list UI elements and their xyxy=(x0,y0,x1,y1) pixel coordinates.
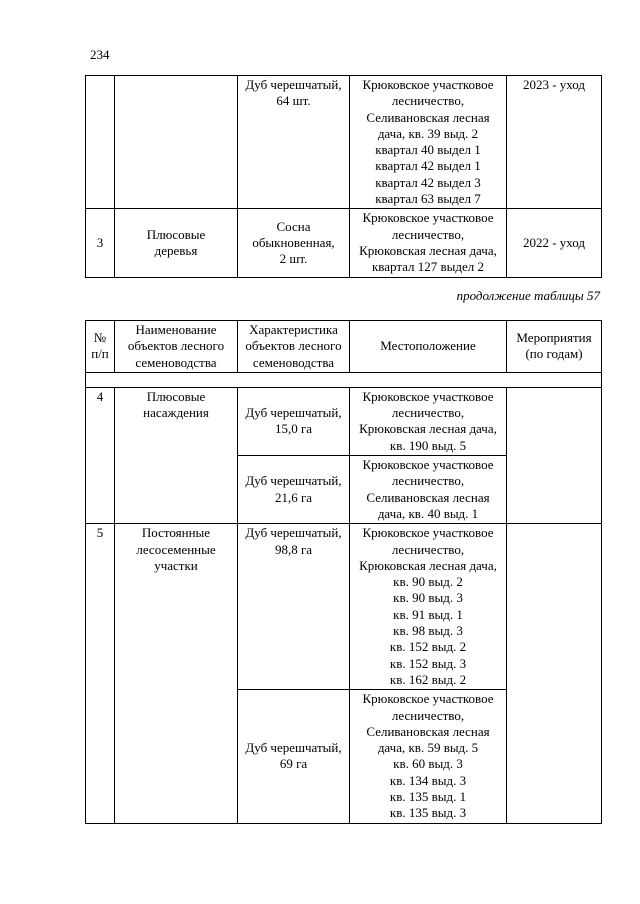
cell-measures xyxy=(507,524,602,823)
table-main xyxy=(85,320,602,824)
cell-measures: 2023 - уход xyxy=(507,76,602,209)
cell-name: Плюсовые деревья xyxy=(115,209,238,277)
cell-location: Крюковское участковое лесничество, Селивановская лесная дача, кв. 40 выд. 1 xyxy=(350,456,507,524)
cell-location: Крюковское участковое лесничество, Крюковская лесная дача, кв. 190 выд. 5 xyxy=(350,387,507,455)
cell-characteristic: Дуб черешчатый, 69 га xyxy=(238,690,350,823)
cell-name xyxy=(115,76,238,209)
table-row xyxy=(86,387,602,455)
header-name: Наименование объектов лесного семеноводства xyxy=(115,321,238,373)
header-location: Местоположение xyxy=(350,321,507,373)
cell-name: Плюсовые насаждения xyxy=(115,387,238,523)
continuation-label: продолжение таблицы 57 xyxy=(456,288,600,303)
cell-num: 3 xyxy=(86,209,115,277)
header-characteristic: Характеристика объектов лесного семеноводства xyxy=(238,321,350,373)
cell-characteristic: Дуб черешчатый, 15,0 га xyxy=(238,387,350,455)
table-spacer-row xyxy=(86,372,602,387)
cell-location: Крюковское участковое лесничество, Селивановская лесная дача, кв. 59 выд. 5 кв. 60 выд. 3 кв. 134 выд. 3 кв. 135 выд. 1 кв. 135 выд. 3 xyxy=(350,690,507,823)
cell-characteristic: Сосна обыкновенная, 2 шт. xyxy=(238,209,350,277)
table-row xyxy=(86,524,602,690)
cell-measures xyxy=(507,387,602,523)
cell-name: Постоянные лесосеменные участки xyxy=(115,524,238,823)
cell-num: 5 xyxy=(86,524,115,823)
table-row xyxy=(86,209,602,277)
cell-characteristic: Дуб черешчатый, 64 шт. xyxy=(238,76,350,209)
table-row xyxy=(86,76,602,209)
spacer-cell xyxy=(86,372,602,387)
cell-location: Крюковское участковое лесничество, Крюковская лесная дача, квартал 127 выдел 2 xyxy=(350,209,507,277)
cell-characteristic: Дуб черешчатый, 98,8 га xyxy=(238,524,350,690)
cell-location: Крюковское участковое лесничество, Крюковская лесная дача, кв. 90 выд. 2 кв. 90 выд. 3 кв. 91 выд. 1 кв. 98 выд. 3 кв. 152 выд. 2 кв. 152 выд. 3 кв. 162 выд. 2 xyxy=(350,524,507,690)
page-number: 234 xyxy=(90,47,110,62)
cell-num: 4 xyxy=(86,387,115,523)
header-measures: Мероприятия (по годам) xyxy=(507,321,602,373)
cell-characteristic: Дуб черешчатый, 21,6 га xyxy=(238,456,350,524)
header-num: № п/п xyxy=(86,321,115,373)
table-top xyxy=(85,75,602,278)
cell-measures: 2022 - уход xyxy=(507,209,602,277)
cell-num xyxy=(86,76,115,209)
cell-location: Крюковское участковое лесничество, Селивановская лесная дача, кв. 39 выд. 2 квартал 40 выдел 1 квартал 42 выдел 1 квартал 42 выдел 3 квартал 63 выдел 7 xyxy=(350,76,507,209)
table-header-row xyxy=(86,321,602,373)
